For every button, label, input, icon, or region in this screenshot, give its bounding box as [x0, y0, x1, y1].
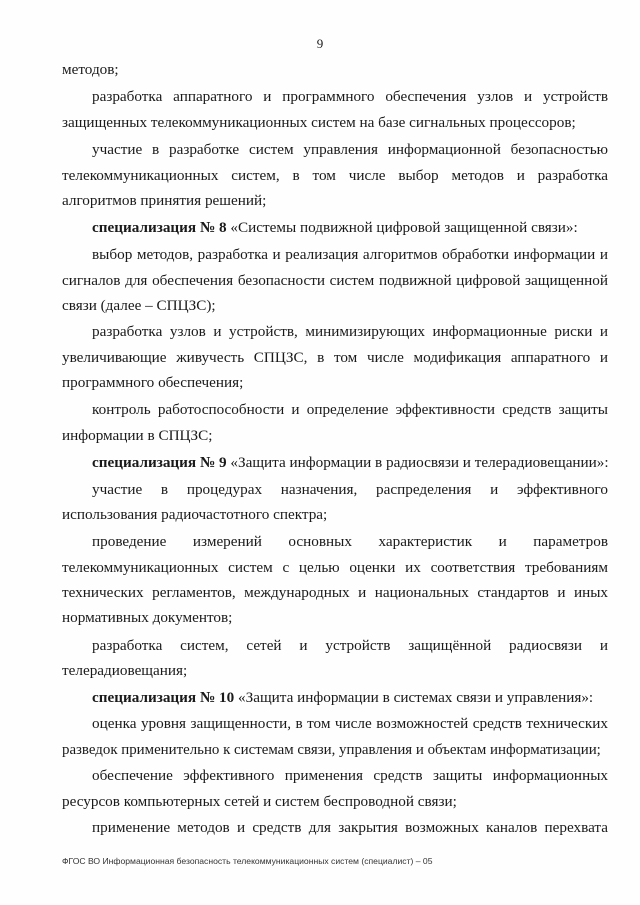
specialization-title: «Защита информации в радиосвязи и телерадиовещании»: [226, 454, 609, 471]
text-line: телерадиовещания; [62, 662, 188, 679]
text-line: увеличивающие живучесть СПЦЗС, в том числе модификация аппаратного и [62, 349, 608, 366]
text-line: участие в процедурах назначения, распределения и эффективного [92, 481, 608, 498]
specialization-number: специализация № 8 [92, 219, 227, 236]
text-line: использования радиочастотного спектра; [62, 506, 328, 523]
text-line: ресурсов компьютерных сетей и систем беспроводной связи; [62, 793, 457, 810]
text-line: применение методов и средств для закрытия возможных каналов перехвата [92, 819, 608, 836]
text-line: телекоммуникационных систем с целью оценки их соответствия требованиям [62, 559, 608, 576]
text-line: технических регламентов, международных и национальных стандартов и иных [62, 584, 608, 601]
specialization-heading [92, 453, 608, 473]
specialization-title: «Защита информации в системах связи и управления»: [234, 689, 594, 706]
text-line: информации в СПЦЗС; [62, 427, 213, 444]
text-line: разведок применительно к системам связи, управления и объектам информатизации; [62, 742, 601, 758]
text-line: проведение измерений основных характеристик и параметров [92, 533, 608, 550]
text-line: разработка систем, сетей и устройств защищённой радиосвязи и [92, 637, 608, 654]
text-line: нормативных документов; [62, 609, 233, 626]
text-line: разработка аппаратного и программного обеспечения узлов и устройств [92, 88, 608, 105]
page-number: 9 [316, 36, 324, 51]
specialization-title: «Системы подвижной цифровой защищенной связи»: [226, 219, 578, 236]
text-line: алгоритмов принятия решений; [62, 192, 267, 209]
text-line: методов; [62, 61, 119, 78]
text-line: телекоммуникационных систем, в том числе выбор методов и разработка [62, 167, 608, 184]
text-line: защищенных телекоммуникационных систем на базе сигнальных процессоров; [62, 114, 576, 131]
text-line: связи (далее – СПЦЗС); [62, 297, 216, 314]
text-line: сигналов для обеспечения безопасности систем подвижной цифровой защищенной [62, 272, 608, 289]
text-line: оценка уровня защищенности, в том числе возможностей средств технических [92, 715, 608, 732]
specialization-heading [92, 218, 608, 238]
text-line: разработка узлов и устройств, минимизирующих информационные риски и [92, 323, 608, 340]
text-line: выбор методов, разработка и реализация алгоритмов обработки информации и [92, 246, 608, 263]
specialization-number: специализация № 10 [92, 689, 235, 706]
text-line: контроль работоспособности и определение эффективности средств защиты [92, 401, 608, 418]
specialization-heading [92, 688, 608, 708]
text-line: программного обеспечения; [62, 374, 244, 391]
text-line: обеспечение эффективного применения средств защиты информационных [92, 767, 608, 784]
specialization-number: специализация № 9 [92, 454, 227, 471]
page-footer: ФГОС ВО Информационная безопасность телекоммуникационных систем (специалист) – 05 [62, 856, 433, 866]
text-line: участие в разработке систем управления информационной безопасностью [92, 141, 608, 158]
